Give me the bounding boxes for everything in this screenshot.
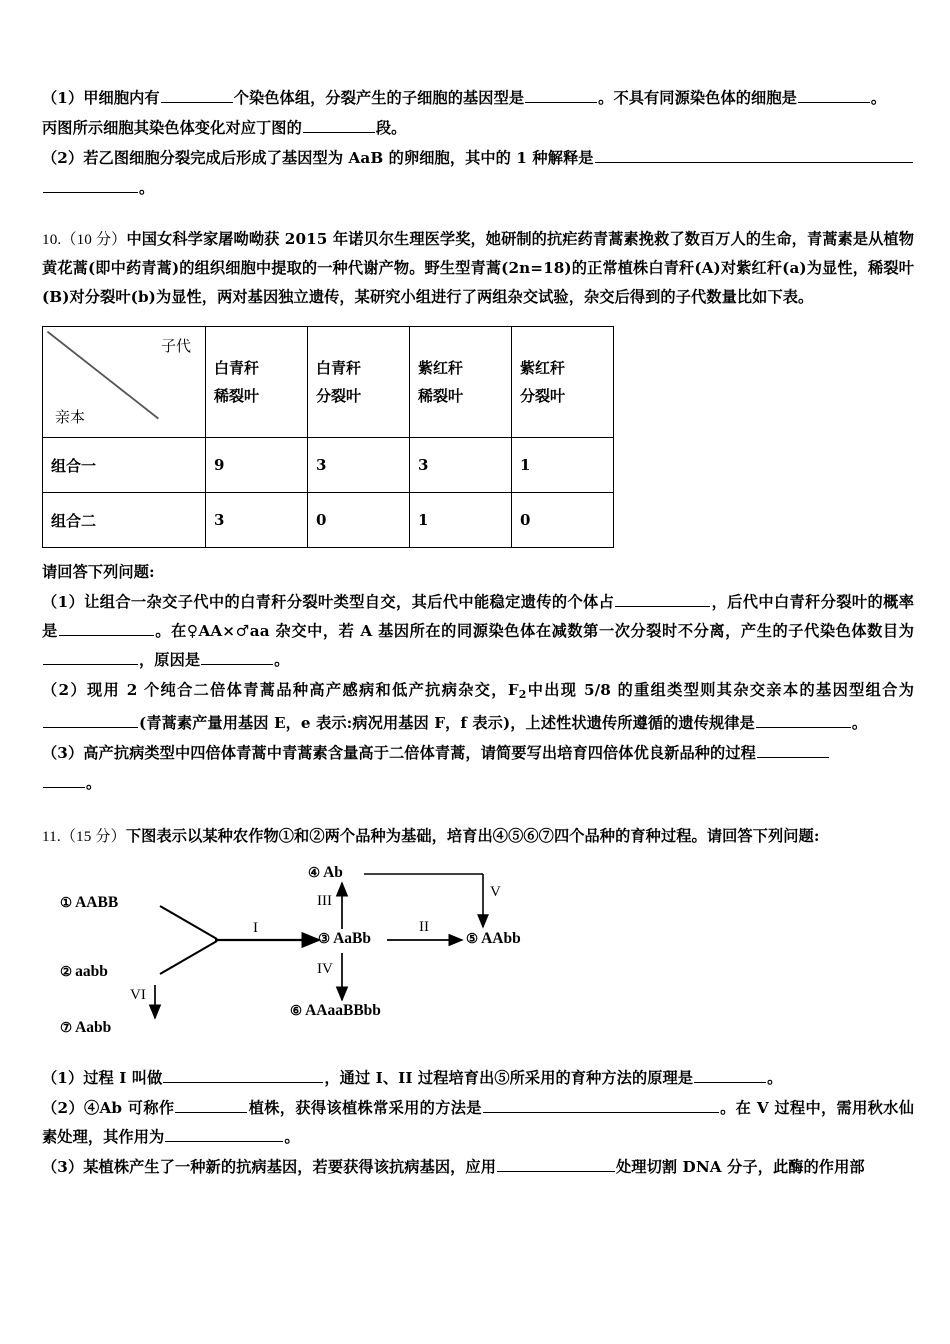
q10-part-3 bbox=[42, 739, 914, 768]
q11-stem-text: 下图表示以某种农作物①和②两个品种为基础，培育出④⑤⑥⑦四个品种的育种过程。请回答下列问题: bbox=[125, 827, 820, 846]
q10-score: （10 分） bbox=[61, 231, 127, 248]
node-genotype: aabb bbox=[75, 963, 108, 981]
q10-p1-seg2: ，后代中白青秆分裂叶的概率是 bbox=[42, 593, 914, 640]
blank[interactable] bbox=[165, 1127, 283, 1142]
q9-part2-continuation bbox=[42, 174, 914, 203]
q11-p1-seg3: 。 bbox=[767, 1069, 783, 1088]
diagram-node-2 bbox=[60, 963, 108, 981]
col-header-line1: 紫红秆 bbox=[418, 359, 464, 377]
blank[interactable] bbox=[161, 88, 233, 103]
q11-p2-seg3: 。在 V 过程中，需用秋水仙素处理，其作用为 bbox=[42, 1099, 915, 1147]
col-header-line2: 分裂叶 bbox=[316, 387, 362, 405]
q10-number: 10. bbox=[42, 231, 62, 248]
q10-table-wrapper bbox=[42, 326, 914, 548]
table-corner-cell bbox=[43, 327, 206, 438]
node-circle-number: ① bbox=[60, 895, 73, 911]
diagram-lines bbox=[42, 861, 914, 1056]
q11-p2-seg1: （2）④Ab 可称作 bbox=[42, 1099, 175, 1118]
table-cell: 1 bbox=[410, 493, 512, 548]
blank[interactable] bbox=[798, 88, 870, 103]
q10-p1-seg4: ，原因是 bbox=[139, 651, 201, 669]
table-cell: 3 bbox=[206, 493, 308, 548]
table-cell: 3 bbox=[308, 438, 410, 493]
q9-part1 bbox=[42, 84, 914, 113]
node-circle-number: ③ bbox=[318, 931, 331, 947]
q10-p2-seg2: 中出现 5/8 的重组类型则其杂交亲本的基因型组合为 bbox=[526, 681, 915, 699]
diagram-process-VI: VI bbox=[130, 987, 146, 1004]
q10-p3-seg1: （3）高产抗病类型中四倍体青蒿中青蒿素含量高于二倍体青蒿，请简要写出培育四倍体优良新品种的过程 bbox=[42, 744, 756, 763]
q10-p3-seg2: 。 bbox=[86, 774, 102, 793]
q10-answer-prompt: 请回答下列问题: bbox=[42, 563, 155, 581]
q10-part-1 bbox=[42, 588, 914, 675]
diagram-node-1 bbox=[60, 894, 118, 912]
node-genotype: Ab bbox=[323, 864, 343, 882]
blank[interactable] bbox=[694, 1068, 766, 1083]
blank[interactable] bbox=[201, 650, 273, 665]
q11-part-2 bbox=[42, 1094, 914, 1152]
table-column-header bbox=[512, 327, 614, 438]
blank[interactable] bbox=[303, 118, 375, 133]
table-column-header bbox=[308, 327, 410, 438]
blank[interactable] bbox=[525, 88, 597, 103]
node-genotype: AAaaBBbb bbox=[305, 1002, 381, 1020]
blank[interactable] bbox=[483, 1098, 719, 1113]
table-cell: 3 bbox=[410, 438, 512, 493]
q11-p3-seg2: 处理切割 DNA 分子，此酶的作用部 bbox=[616, 1158, 865, 1177]
q9-part2 bbox=[42, 144, 914, 173]
node-genotype: Aabb bbox=[75, 1019, 112, 1037]
q10-p2-subscript: 2 bbox=[518, 688, 527, 702]
q10-p1-seg5: 。 bbox=[274, 651, 290, 669]
diagram-node-6 bbox=[290, 1002, 381, 1020]
q10-stem bbox=[42, 225, 914, 312]
cross-results-table bbox=[42, 326, 614, 548]
blank[interactable] bbox=[43, 650, 138, 665]
diagram-process-IV: IV bbox=[317, 961, 333, 978]
q10-p2-seg1: （2）现用 2 个纯合二倍体青蒿品种高产感病和低产抗病杂交，F bbox=[42, 681, 519, 699]
q11-number: 11. bbox=[42, 828, 61, 846]
blank[interactable] bbox=[497, 1157, 615, 1172]
table-row bbox=[43, 493, 614, 548]
row-label: 组合二 bbox=[43, 493, 206, 548]
table-column-header bbox=[206, 327, 308, 438]
blank[interactable] bbox=[175, 1098, 247, 1113]
col-header-line2: 稀裂叶 bbox=[214, 387, 260, 405]
diagram-node-5 bbox=[466, 930, 521, 948]
q11-p2-seg4: 。 bbox=[284, 1128, 300, 1147]
breeding-process-diagram bbox=[42, 861, 914, 1056]
node-circle-number: ⑦ bbox=[60, 1020, 73, 1036]
blank[interactable] bbox=[163, 1068, 323, 1083]
q10-p1-seg3: 。在♀AA×♂aa 杂交中，若 A 基因所在的同源染色体在减数第一次分裂时不分离，产生的子代染色体数目为 bbox=[154, 622, 914, 640]
node-circle-number: ② bbox=[60, 964, 73, 980]
q10-part-3-continuation bbox=[42, 769, 914, 798]
node-circle-number: ⑤ bbox=[466, 931, 479, 947]
table-cell: 1 bbox=[512, 438, 614, 493]
q10-p1-seg1: （1）让组合一杂交子代中的白青秆分裂叶类型自交，其后代中能稳定遗传的个体占 bbox=[42, 593, 615, 611]
q10-part-2 bbox=[42, 676, 914, 738]
diagram-node-3 bbox=[318, 930, 371, 948]
col-header-line2: 分裂叶 bbox=[520, 387, 566, 405]
q9-part2-prefix: （2）若乙图细胞分裂完成后形成了基因型为 AaB 的卵细胞，其中的 1 种解释是 bbox=[42, 149, 594, 167]
blank[interactable] bbox=[59, 621, 154, 636]
blank[interactable] bbox=[757, 743, 829, 758]
diagram-process-III: III bbox=[317, 893, 332, 910]
node-circle-number: ⑥ bbox=[290, 1003, 303, 1019]
table-row bbox=[43, 438, 614, 493]
node-genotype: AABB bbox=[75, 894, 119, 912]
blank[interactable] bbox=[615, 592, 710, 607]
table-cell: 9 bbox=[206, 438, 308, 493]
node-genotype: AaBb bbox=[333, 930, 372, 948]
q10-p2-seg4: 。 bbox=[851, 714, 868, 733]
q11-score: （15 分） bbox=[60, 828, 126, 846]
table-cell: 0 bbox=[308, 493, 410, 548]
node-circle-number: ④ bbox=[308, 865, 321, 881]
col-header-line1: 白青秆 bbox=[316, 359, 362, 377]
col-header-line2: 稀裂叶 bbox=[418, 387, 464, 405]
edge-2-to-junction bbox=[160, 941, 217, 974]
diagram-process-II: II bbox=[419, 919, 429, 936]
blank[interactable] bbox=[595, 148, 913, 163]
diagram-node-4 bbox=[308, 864, 343, 882]
row-label: 组合一 bbox=[43, 438, 206, 493]
q9-part1-line2-prefix: 丙图所示细胞其染色体变化对应丁图的 bbox=[42, 119, 302, 137]
q10-p2-seg3: (青蒿素产量用基因 E，e 表示:病况用基因 F，f 表示)，上述性状遗传所遵循的遗传规律是 bbox=[139, 714, 755, 733]
table-column-header bbox=[410, 327, 512, 438]
table-cell: 0 bbox=[512, 493, 614, 548]
q11-p1-seg2: ，通过 I、II 过程培育出⑤所采用的育种方法的原理是 bbox=[324, 1069, 694, 1088]
diagram-process-I: I bbox=[253, 920, 258, 937]
col-header-line1: 紫红秆 bbox=[520, 359, 566, 377]
q9-part1-seg1: （1）甲细胞内有 bbox=[42, 89, 160, 107]
edge-1-to-junction bbox=[160, 906, 217, 939]
q11-part-1 bbox=[42, 1064, 914, 1093]
blank[interactable] bbox=[43, 178, 138, 193]
diagram-process-V: V bbox=[490, 884, 501, 901]
node-genotype: AAbb bbox=[481, 930, 521, 948]
q11-part-3 bbox=[42, 1153, 914, 1182]
blank[interactable] bbox=[756, 713, 851, 728]
q10-stem-text: 中国女科学家屠呦呦获 2015 年诺贝尔生理医学奖，她研制的抗疟药青蒿素挽救了数百万人的生命，青蒿素是从植物黄花蒿(即中药青蒿)的组织细胞中提取的一种代谢产物。野生型青蒿(2n=18)的正常植株白青秆(A)对紫红秆(a)为显性，稀裂叶(B)对分裂叶(b)为显性，两对基因独立遗传，某研究小组进行了两组杂交试验，杂交后得到的子代数量比如下表。 bbox=[42, 230, 914, 306]
q11-p3-seg1: （3）某植株产生了一种新的抗病基因，若要获得该抗病基因，应用 bbox=[42, 1158, 497, 1177]
q11-p2-seg2: 植株，获得该植株常采用的方法是 bbox=[248, 1099, 482, 1118]
blank[interactable] bbox=[43, 713, 138, 728]
q9-part1-seg4: 。 bbox=[870, 89, 887, 107]
q9-part1-line2 bbox=[42, 114, 914, 143]
col-header-line1: 白青秆 bbox=[214, 359, 260, 377]
q9-part2-continuation-suffix: 。 bbox=[139, 179, 155, 197]
table-header-row bbox=[43, 327, 614, 438]
corner-child-label: 子代 bbox=[160, 337, 191, 355]
page-content bbox=[42, 84, 914, 1183]
q9-part1-seg3: 。不具有同源染色体的细胞是 bbox=[598, 89, 797, 107]
q11-stem bbox=[42, 822, 914, 851]
corner-parent-label: 亲本 bbox=[55, 408, 86, 426]
q9-part1-line2-suffix: 段。 bbox=[375, 119, 407, 137]
q9-part1-seg2: 个染色体组，分裂产生的子细胞的基因型是 bbox=[233, 89, 525, 107]
diagram-node-7 bbox=[60, 1019, 111, 1037]
q11-p1-seg1: （1）过程 I 叫做 bbox=[42, 1069, 163, 1088]
blank[interactable] bbox=[43, 773, 85, 788]
